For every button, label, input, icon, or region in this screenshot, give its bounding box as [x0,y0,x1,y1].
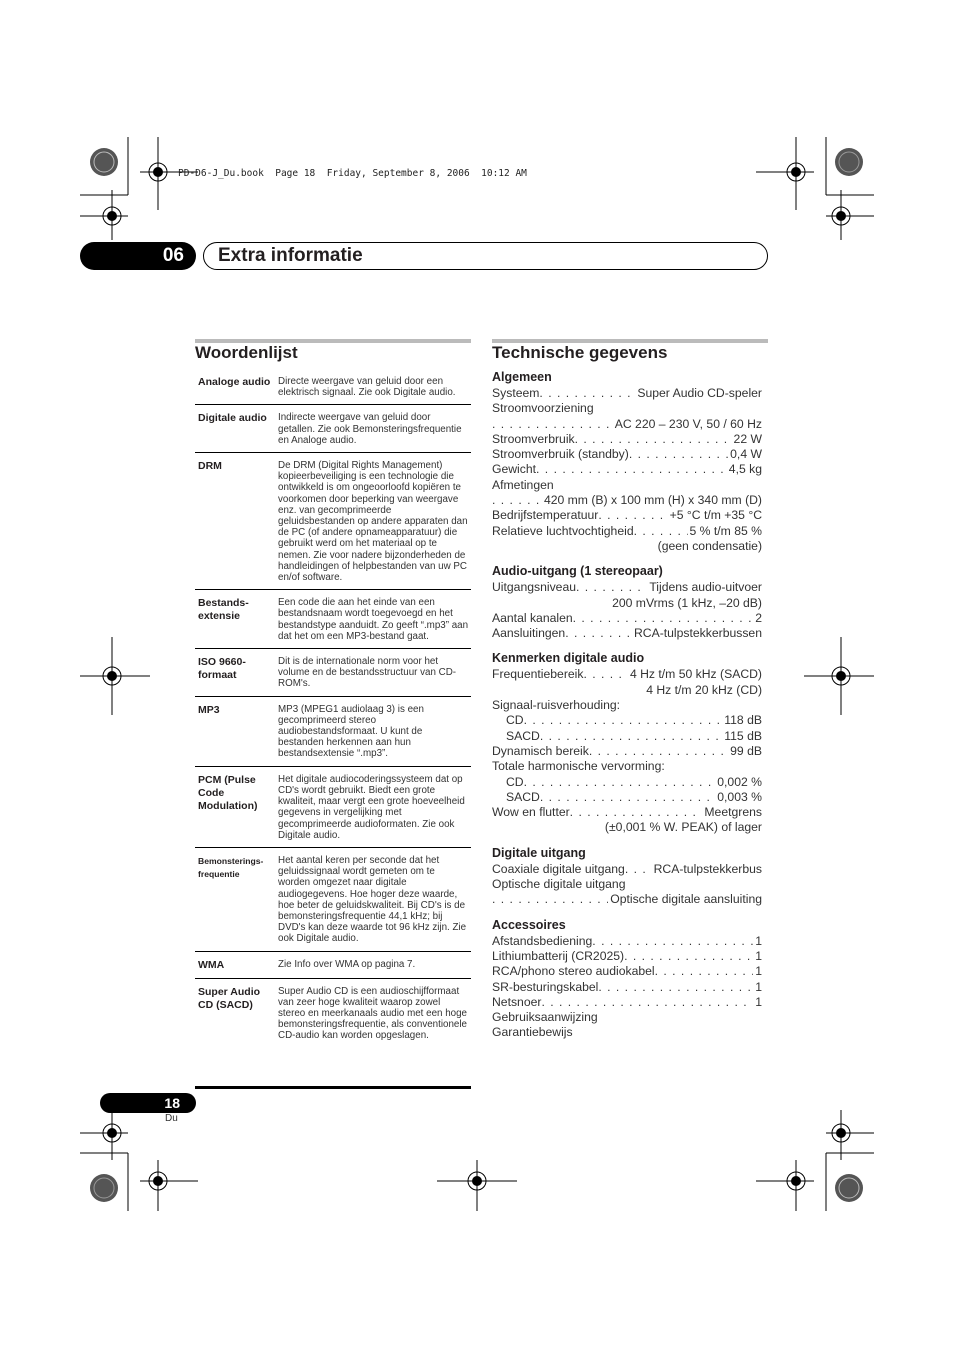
dot-leader [655,964,754,979]
dot-leader [524,713,723,728]
glossary-term: WMA [195,951,276,978]
spec-row [492,447,762,462]
spec-value: 2 [755,610,762,625]
spec-label: Gewicht [492,462,537,477]
chapter-number: 06 [80,242,196,270]
spec-row [492,432,762,447]
page-number: 18 [100,1093,196,1113]
spec-value: 4 Hz t/m 20 kHz (CD) [646,682,762,697]
spec-value: RCA-tulpstekkerbus [653,861,762,876]
spec-label: Wow en flutter [492,805,570,820]
glossary-row [195,847,471,951]
spec-label: RCA/phono stereo audiokabel [492,964,655,979]
glossary-definition: Het aantal keren per seconde dat het geluidssignaal wordt gemeten om te worden omgezet naar digitale audiogegevens. Hoe hoger deze waarde, hoe beter de geluidskwaliteit. Bij CD's is de bemonsteringsfrequentie 44,1 kHz; bij DVD's kan deze waarde tot 96 kHz zijn. Zie ook Digitale audio. [276,847,471,951]
spec-row [492,790,762,805]
spec-label: Aantal kanalen [492,610,573,625]
spec-row [492,744,762,759]
dot-leader [570,805,703,820]
spec-row [492,934,762,949]
glossary-row [195,978,471,1048]
glossary-term: Bestands-extensie [195,590,276,649]
glossary-term: Bemonsterings-frequentie [195,847,276,951]
spec-label: Relatieve luchtvochtigheid [492,523,634,538]
spec-row [492,626,762,641]
glossary-definition: MP3 (MPEG1 audiolaag 3) is een gecomprimeerd stereo audiobestandsformaat. U kunt de bestanden herkennen aan hun bestandsextensie “.mp3”. [276,696,471,766]
glossary-definition: Indirecte weergave van geluid door getallen. Zie ook Bemonsteringsfrequentie en Analoge audio. [276,405,471,453]
glossary-row [195,766,471,847]
dot-leader [589,744,728,759]
glossary-definition: Dit is de internationale norm voor het volume en de bestandsstructuur van CD-ROM's. [276,649,471,697]
spec-row [492,805,762,820]
spec-label: Stroomvoorziening [492,401,594,416]
spec-heading: Audio-uitgang (1 stereopaar) [492,564,663,579]
spec-value: 4,5 kg [728,462,762,477]
dot-leader [575,432,732,447]
spec-row [492,683,762,698]
spec-row [492,713,762,728]
spec-row [492,508,762,523]
glossary-row [195,453,471,590]
glossary-table [195,369,471,1048]
dot-leader [598,980,753,995]
glossary-term: Analoge audio [195,369,276,405]
glossary-row [195,649,471,697]
spec-value: 0,003 % [717,789,762,804]
dot-leader [624,949,753,964]
glossary-definition: Super Audio CD is een audioschijfformaat van zeer hoge kwaliteit waarop zowel stereo en meerkanaals audio met een hoge bemonsteringsfrequentie, als conventionele CD-audio kan worden opgeslagen. [278,985,467,1042]
spec-label: CD [506,713,524,728]
glossary-definition: De DRM (Digital Rights Management) kopieerbeveiliging is een technologie die ontwikkeld is om ongeoorloofd kopiëren te voorkomen door beperking van weergave enz. van gecomprimeerde geluidsbestanden op andere apparaten dan de PC (of andere opnameapparatuur) die gebruikt werd om het materiaal op te nemen. Zie voor nadere bijzonderheden de handleidingen of helpbestanden van uw PC en/of software. [276,453,471,590]
spec-value: 22 W [733,431,762,446]
dot-leader [492,892,608,907]
spec-value: 0,4 W [730,447,762,462]
spec-value: RCA-tulpstekkerbussen [633,626,762,641]
glossary-row [195,951,471,978]
dot-leader [492,417,613,432]
spec-label: SR-besturingskabel [492,979,599,994]
spec-row [492,980,762,995]
dot-leader [573,611,754,626]
spec-value: 1 [755,994,762,1009]
spec-row [492,862,762,877]
spec-label: Lithiumbatterij (CR2025) [492,948,625,963]
spec-value: 0,002 % [717,774,762,789]
glossary-term: PCM (Pulse Code Modulation) [195,766,276,847]
spec-label: Stroomverbruik [492,431,575,446]
dot-leader [634,524,688,539]
dot-leader [540,790,715,805]
dot-leader [539,386,635,401]
dot-leader [629,447,728,462]
glossary-row [195,369,471,405]
spec-value: 420 mm (B) x 100 mm (H) x 340 mm (D) [543,493,762,508]
spec-label: Systeem [492,386,540,400]
dot-leader [492,493,542,508]
glossary-term: DRM [195,453,276,590]
dot-leader [524,775,716,790]
spec-row [492,820,762,835]
spec-value: 1 [755,933,762,948]
spec-label: Netsnoer [492,994,542,1009]
glossary-term: MP3 [195,696,276,766]
dot-leader [536,462,727,477]
spec-label: SACD [506,728,540,743]
spec-row [492,759,762,774]
language-code: Du [165,1113,178,1124]
spec-row [492,698,762,713]
spec-heading: Digitale uitgang [492,845,586,860]
spec-label: Optische digitale uitgang [492,877,626,892]
spec-row [492,949,762,964]
spec-row [492,386,762,401]
spec-row [492,401,762,416]
spec-label: Gebruiksaanwijzing [492,1010,598,1025]
spec-label: Coaxiale digitale uitgang [492,861,625,876]
spec-label: Frequentiebereik [492,667,584,682]
spec-value: Tijdens audio-uitvoer [649,580,762,595]
spec-value: 4 Hz t/m 50 kHz (SACD) [629,667,762,682]
glossary-row [195,590,471,649]
spec-row [492,596,762,611]
spec-heading: Algemeen [492,370,552,384]
glossary-bottom-rule [195,1086,471,1089]
spec-label: Afmetingen [492,477,554,492]
spec-row [492,995,762,1010]
spec-value: +5 °C t/m +35 °C [669,508,762,523]
spec-value: (±0,001 % W. PEAK) of lager [604,820,762,835]
dot-leader [625,862,652,877]
spec-row [492,1010,762,1025]
spec-value: 118 dB [724,713,762,728]
dot-leader [540,729,722,744]
glossary-term: Digitale audio [195,405,276,453]
dot-leader [598,508,667,523]
spec-row [492,524,762,539]
dot-leader [576,580,647,595]
spec-row [492,877,762,892]
spec-value: 200 mVrms (1 kHz, –20 dB) [612,595,762,610]
spec-value: Optische digitale aansluiting [610,892,762,907]
spec-row [492,611,762,626]
spec-row [492,539,762,554]
specs-list [492,360,762,1041]
spec-row [492,478,762,493]
spec-value: 5 % t/m 85 % [689,523,762,538]
dot-leader [541,995,753,1010]
spec-value: AC 220 – 230 V, 50 / 60 Hz [614,416,762,431]
glossary-definition: Directe weergave van geluid door een elektrisch signaal. Zie ook Digitale audio. [276,369,471,405]
spec-row [492,775,762,790]
dot-leader [583,667,627,682]
spec-value: 1 [755,948,762,963]
glossary-row [195,405,471,453]
glossary-title: Woordenlijst [195,343,298,362]
spec-row [492,892,762,907]
chapter-title: Extra informatie [203,242,768,270]
spec-label: SACD [506,789,540,804]
spec-label: Uitgangsniveau [492,580,577,595]
glossary-term: ISO 9660-formaat [195,649,276,697]
spec-value: 1 [755,964,762,979]
spec-value: 115 dB [724,728,762,743]
glossary-definition: Een code die aan het einde van een bestandsnaam wordt toegevoegd en het bestandstype aanduidt. Zo geeft “.mp3” aan dat het om een MP3-bestand gaat. [276,590,471,649]
spec-row [492,1025,762,1040]
spec-row [492,580,762,595]
specs-title: Technische gegevens [492,343,668,362]
spec-heading: Kenmerken digitale audio [492,651,645,666]
spec-row [492,417,762,432]
spec-row [492,964,762,979]
glossary-term: Super Audio CD (SACD) [198,985,261,1011]
glossary-definition: Zie Info over WMA op pagina 7. [276,951,471,978]
dot-leader [592,934,753,949]
spec-value: Super Audio CD-speler [637,386,762,400]
spec-label: Signaal-ruisverhouding: [492,698,621,713]
spec-value: Meetgrens [704,805,762,820]
spec-row [492,729,762,744]
dot-leader [565,626,632,641]
spec-row [492,462,762,477]
book-info-line: PD-D6-J_Du.book Page 18 Friday, September 8, 2006 10:12 AM [178,168,527,179]
spec-row [492,493,762,508]
spec-label: Bedrijfstemperatuur [492,508,599,523]
spec-label: Garantiebewijs [492,1025,573,1040]
spec-label: Totale harmonische vervorming: [492,759,665,774]
spec-value: 1 [755,979,762,994]
glossary-definition: Het digitale audiocoderingssysteem dat op CD's wordt gebruikt. Biedt een grote kwaliteit, maar vergt een grote hoeveelheid gegevens in vergelijking met gecomprimeerde audioformaten. Zie ook Digitale audio. [276,766,471,847]
spec-label: Stroomverbruik (standby) [492,447,629,462]
glossary-row [195,696,471,766]
spec-label: Aansluitingen [492,626,566,641]
spec-value: (geen condensatie) [657,538,762,553]
spec-label: Dynamisch bereik [492,743,589,758]
spec-value: 99 dB [730,743,762,758]
spec-heading: Accessoires [492,917,566,932]
spec-label: CD [506,774,524,789]
spec-label: Afstandsbediening [492,933,593,948]
spec-row [492,667,762,682]
